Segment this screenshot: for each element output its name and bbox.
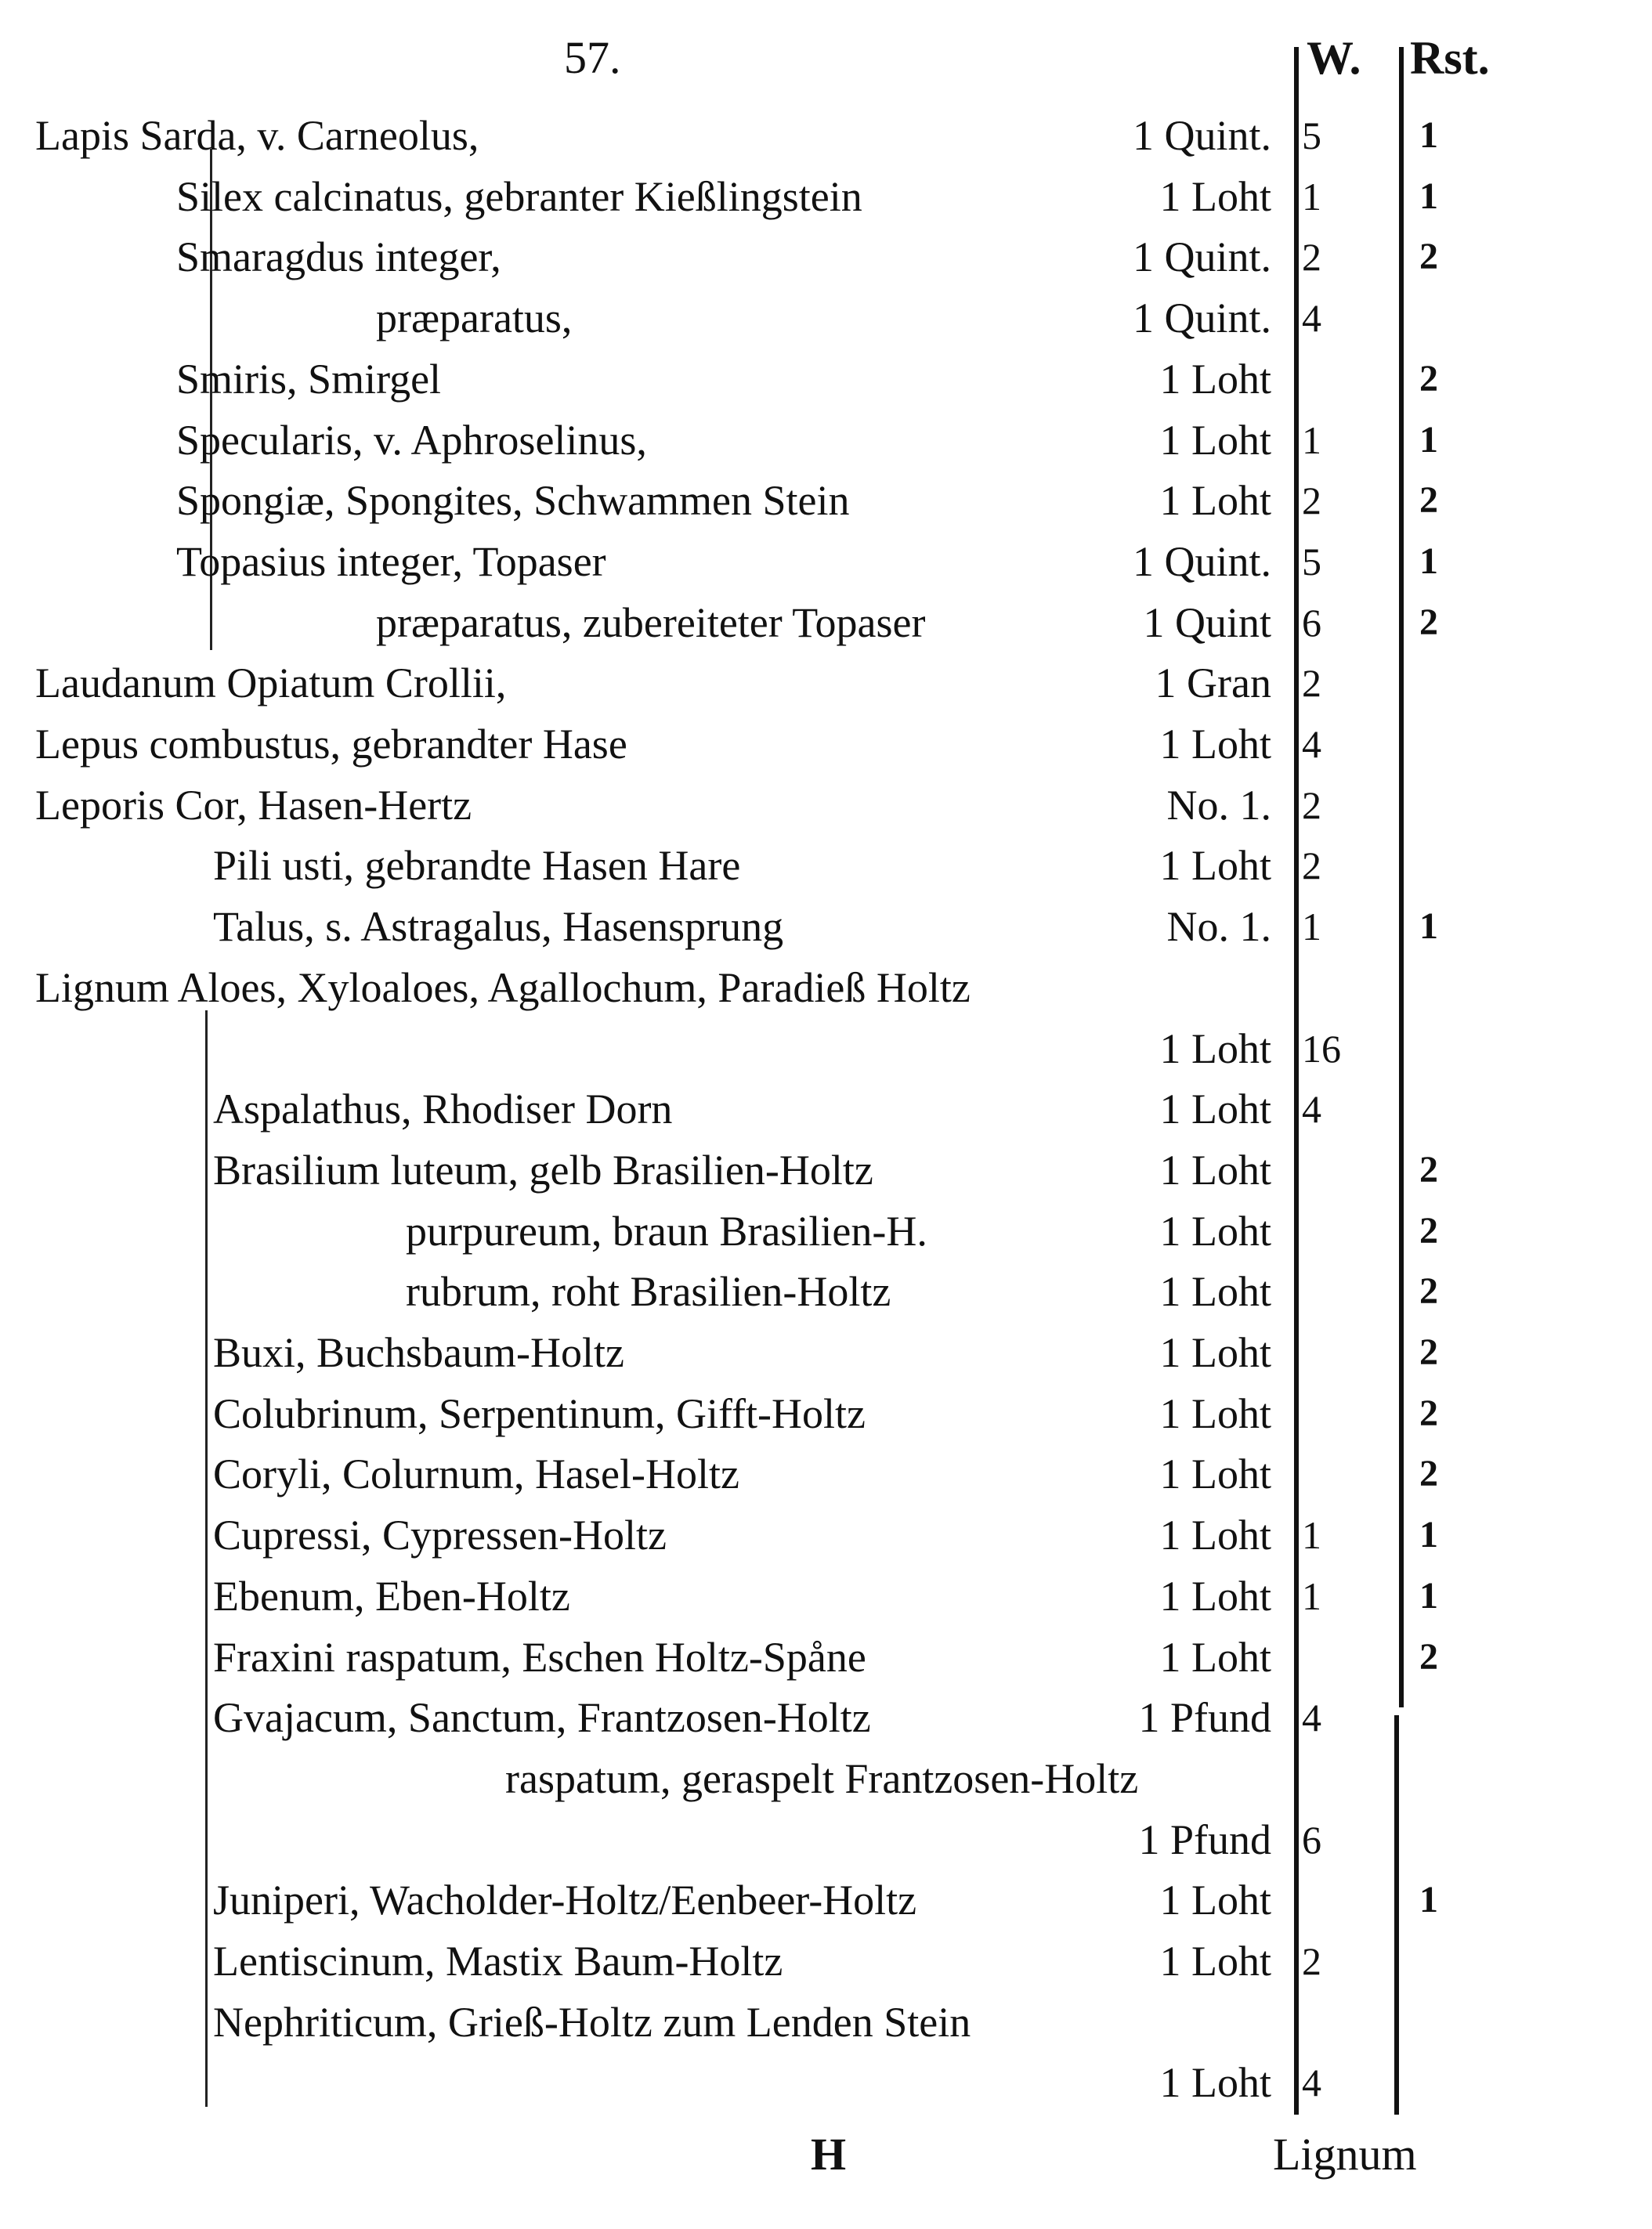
- list-item: [0, 532, 1652, 592]
- item-weight-value: 4: [1302, 1087, 1321, 1132]
- item-quantity: 1 Loht: [1159, 1633, 1271, 1681]
- item-quantity: 1 Loht: [1159, 2059, 1271, 2107]
- item-quantity: 1 Loht: [1159, 416, 1271, 464]
- item-weight-value: 4: [1302, 722, 1321, 766]
- item-quantity: 1 Loht: [1159, 1024, 1271, 1072]
- item-quantity: 1 Pfund: [1138, 1815, 1271, 1863]
- item-rest-value: 2: [1419, 601, 1438, 643]
- item-weight-value: 4: [1302, 296, 1321, 341]
- item-description: Lentiscinum, Mastix Baum-Holtz: [213, 1938, 783, 1985]
- list-item: [0, 593, 1652, 653]
- item-quantity: 1 Loht: [1159, 721, 1271, 768]
- list-item: [0, 1627, 1652, 1688]
- item-description: Lepus combustus, gebrandter Hase: [35, 721, 627, 768]
- item-description: Smaragdus integer,: [176, 233, 501, 281]
- list-item: [0, 1019, 1652, 1079]
- item-rest-value: 2: [1419, 236, 1438, 278]
- list-item: [0, 775, 1652, 836]
- item-quantity: 1 Quint.: [1132, 112, 1271, 159]
- list-item: [0, 1749, 1652, 1809]
- item-quantity: 1 Loht: [1159, 172, 1271, 220]
- item-description: præparatus, zubereiteter Topaser: [376, 598, 926, 646]
- list-item: [0, 167, 1652, 227]
- item-weight-value: 1: [1302, 1573, 1321, 1618]
- item-quantity: 1 Loht: [1159, 1450, 1271, 1498]
- item-description: Cupressi, Cypressen-Holtz: [213, 1512, 667, 1559]
- list-item: [0, 1079, 1652, 1140]
- list-item: [0, 106, 1652, 166]
- item-quantity: 1 Loht: [1159, 1938, 1271, 1985]
- list-item: [0, 1384, 1652, 1444]
- item-quantity: No. 1.: [1166, 903, 1271, 951]
- list-item: [0, 471, 1652, 531]
- item-quantity: 1 Quint.: [1132, 537, 1271, 585]
- item-weight-value: 2: [1302, 1939, 1321, 1983]
- list-item: [0, 2053, 1652, 2113]
- item-description: præparatus,: [376, 294, 573, 342]
- item-weight-value: 1: [1302, 174, 1321, 219]
- item-description: Pili usti, gebrandte Hasen Hare: [213, 842, 741, 890]
- item-quantity: 1 Loht: [1159, 1086, 1271, 1133]
- item-description: Laudanum Opiatum Crollii,: [35, 659, 507, 707]
- item-weight-value: 2: [1302, 844, 1321, 888]
- item-rest-value: 2: [1419, 1148, 1438, 1190]
- item-description: Nephriticum, Grieß-Holtz zum Lenden Stein: [213, 1998, 971, 2046]
- column-header-rest: Rst.: [1410, 32, 1490, 84]
- item-rest-value: 2: [1419, 1270, 1438, 1313]
- item-weight-value: 1: [1302, 417, 1321, 462]
- item-weight-value: 2: [1302, 661, 1321, 706]
- item-rest-value: 2: [1419, 479, 1438, 522]
- item-weight-value: 5: [1302, 539, 1321, 583]
- item-description: purpureum, braun Brasilien-H.: [406, 1207, 927, 1255]
- item-quantity: 1 Loht: [1159, 842, 1271, 890]
- item-quantity: 1 Loht: [1159, 1572, 1271, 1620]
- item-description: Lignum Aloes, Xyloaloes, Agallochum, Paradieß Holtz: [35, 963, 971, 1011]
- item-quantity: 1 Quint.: [1132, 233, 1271, 281]
- item-weight-value: 1: [1302, 1513, 1321, 1558]
- item-weight-value: 16: [1302, 1026, 1341, 1071]
- list-item: [0, 1323, 1652, 1383]
- item-quantity: 1 Loht: [1159, 1512, 1271, 1559]
- item-rest-value: 1: [1419, 540, 1438, 582]
- item-description: Buxi, Buchsbaum-Holtz: [213, 1329, 624, 1376]
- item-rest-value: 2: [1419, 1635, 1438, 1678]
- item-description: Lapis Sarda, v. Carneolus,: [35, 112, 479, 159]
- list-item: [0, 1870, 1652, 1931]
- item-description: rubrum, roht Brasilien-Holtz: [406, 1268, 891, 1316]
- item-rest-value: 2: [1419, 357, 1438, 399]
- list-item: [0, 1566, 1652, 1627]
- item-quantity: 1 Loht: [1159, 1146, 1271, 1194]
- list-item: [0, 349, 1652, 410]
- signature-mark: H: [811, 2129, 847, 2180]
- list-item: [0, 1262, 1652, 1322]
- item-description: Talus, s. Astragalus, Hasensprung: [213, 903, 784, 951]
- list-item: [0, 1444, 1652, 1505]
- list-item: [0, 1688, 1652, 1748]
- list-item: [0, 714, 1652, 775]
- item-quantity: 1 Loht: [1159, 1389, 1271, 1437]
- item-description: raspatum, geraspelt Frantzosen-Holtz: [505, 1754, 1139, 1802]
- item-quantity: 1 Gran: [1155, 659, 1271, 707]
- item-weight-value: 6: [1302, 600, 1321, 645]
- item-weight-value: 1: [1302, 905, 1321, 949]
- item-weight-value: 4: [1302, 1696, 1321, 1740]
- item-description: Topasius integer, Topaser: [176, 537, 606, 585]
- list-item: [0, 288, 1652, 349]
- item-description: Spongiæ, Spongites, Schwammen Stein: [176, 477, 850, 525]
- item-description: Gvajacum, Sanctum, Frantzosen-Holtz: [213, 1694, 871, 1742]
- item-rest-value: 1: [1419, 1514, 1438, 1556]
- item-rest-value: 1: [1419, 175, 1438, 217]
- list-item: [0, 1505, 1652, 1566]
- item-rest-value: 1: [1419, 905, 1438, 948]
- list-item: [0, 1992, 1652, 2053]
- list-item: [0, 227, 1652, 287]
- list-item: [0, 1201, 1652, 1262]
- item-rest-value: 1: [1419, 1879, 1438, 1921]
- item-description: Juniperi, Wacholder-Holtz/Eenbeer-Holtz: [213, 1877, 917, 1924]
- item-weight-value: 5: [1302, 114, 1321, 157]
- item-rest-value: 1: [1419, 114, 1438, 156]
- item-rest-value: 2: [1419, 1209, 1438, 1252]
- list-item: [0, 1810, 1652, 1870]
- item-quantity: 1 Quint: [1143, 598, 1271, 646]
- item-description: Leporis Cor, Hasen-Hertz: [35, 781, 472, 829]
- list-item: [0, 836, 1652, 896]
- list-item: [0, 1140, 1652, 1201]
- list-item: [0, 410, 1652, 471]
- item-rest-value: 2: [1419, 1392, 1438, 1434]
- item-description: Specularis, v. Aphroselinus,: [176, 416, 647, 464]
- page-number: 57.: [564, 32, 621, 83]
- item-rest-value: 1: [1419, 418, 1438, 461]
- item-description: Coryli, Colurnum, Hasel-Holtz: [213, 1450, 739, 1498]
- item-rest-value: 1: [1419, 1574, 1438, 1617]
- item-description: Colubrinum, Serpentinum, Gifft-Holtz: [213, 1389, 866, 1437]
- item-quantity: 1 Loht: [1159, 1268, 1271, 1316]
- item-weight-value: 4: [1302, 2061, 1321, 2105]
- list-item: [0, 653, 1652, 713]
- list-item: [0, 897, 1652, 957]
- item-quantity: 1 Loht: [1159, 477, 1271, 525]
- item-weight-value: 2: [1302, 782, 1321, 827]
- item-description: Ebenum, Eben-Holtz: [213, 1572, 570, 1620]
- item-rest-value: 2: [1419, 1453, 1438, 1495]
- item-description: Aspalathus, Rhodiser Dorn: [213, 1086, 673, 1133]
- item-weight-value: 2: [1302, 479, 1321, 523]
- item-quantity: 1 Loht: [1159, 1207, 1271, 1255]
- item-description: Silex calcinatus, gebranter Kießlingstein: [176, 172, 862, 220]
- column-header-weight: W.: [1307, 32, 1361, 84]
- item-description: Brasilium luteum, gelb Brasilien-Holtz: [213, 1146, 873, 1194]
- item-quantity: 1 Quint.: [1132, 294, 1271, 342]
- catchword: Lignum: [1273, 2129, 1417, 2180]
- item-quantity: No. 1.: [1166, 781, 1271, 829]
- item-quantity: 1 Loht: [1159, 1329, 1271, 1376]
- item-weight-value: 6: [1302, 1817, 1321, 1862]
- list-item: [0, 1931, 1652, 1992]
- item-description: Fraxini raspatum, Eschen Holtz-Spåne: [213, 1633, 866, 1681]
- item-weight-value: 2: [1302, 235, 1321, 280]
- list-item: [0, 958, 1652, 1018]
- item-quantity: 1 Pfund: [1138, 1694, 1271, 1742]
- item-quantity: 1 Loht: [1159, 355, 1271, 403]
- item-description: Smiris, Smirgel: [176, 355, 442, 403]
- item-rest-value: 2: [1419, 1331, 1438, 1373]
- item-quantity: 1 Loht: [1159, 1877, 1271, 1924]
